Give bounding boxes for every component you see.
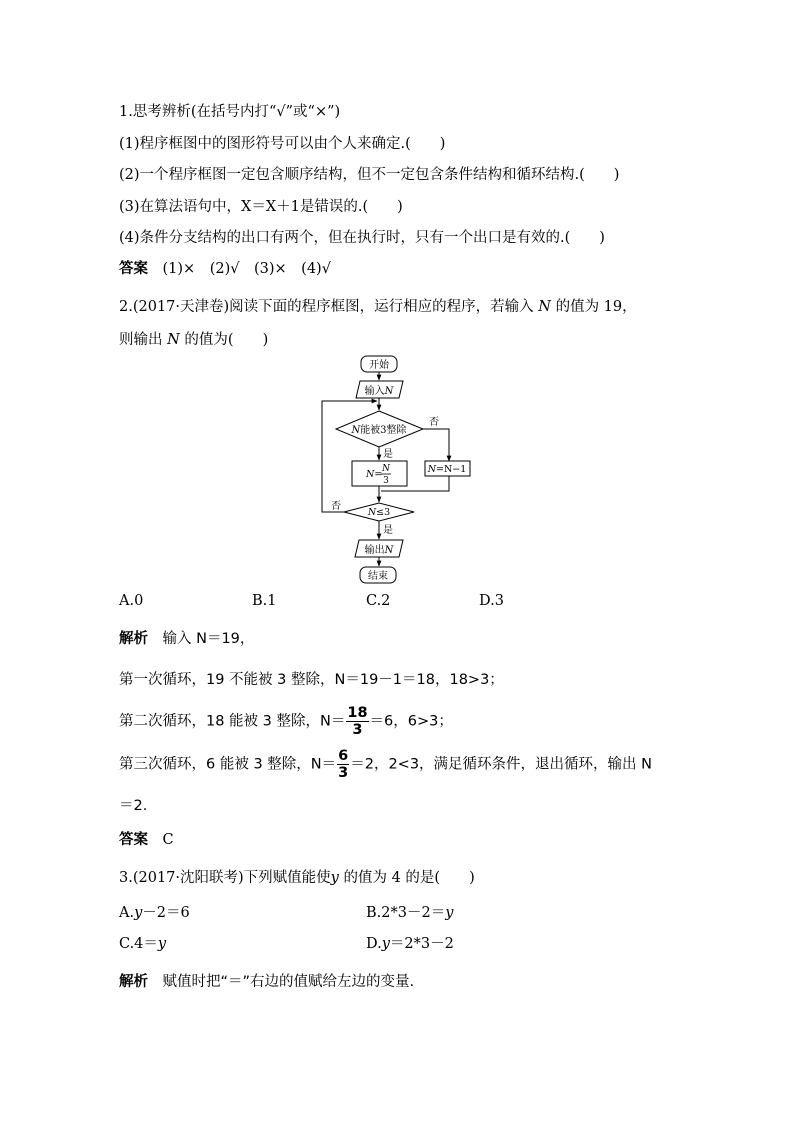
q2-analysis-label: 解析 <box>119 631 148 647</box>
q2-answer-text: C <box>162 832 174 848</box>
fraction-numerator: 18 <box>347 705 368 721</box>
q2-analysis-1 <box>119 630 254 648</box>
fraction-numerator: 6 <box>338 748 349 764</box>
q3-analysis-label: 解析 <box>119 974 148 990</box>
q3-analysis-text: 赋值时把“＝”右边的值赋给左边的变量. <box>162 974 415 990</box>
flow-yes-label-1: 是 <box>383 449 393 460</box>
q2-analysis-text: 第三次循环，6 能被 3 整除，N＝ <box>119 756 337 773</box>
fraction-denominator: 3 <box>338 765 349 781</box>
q2-stem-text: 的值为 19， <box>555 299 637 315</box>
q3-stem-text: 的值为 4 的是( ) <box>343 870 475 886</box>
q3-option-c: C.4＝y <box>119 936 167 952</box>
flow-frac-num: N <box>382 464 390 474</box>
q2-analysis-text: 输入 N＝19， <box>162 631 255 647</box>
fraction-6-3 <box>337 748 349 781</box>
flow-assign-divide-label: N= <box>366 469 383 480</box>
q2-analysis-text: ＝6，6>3； <box>369 713 453 730</box>
flow-assign-minus-label: N=N−1 <box>427 464 467 475</box>
q2-stem-var: N <box>167 332 180 348</box>
q2-analysis-text: ＝2，2<3，满足循环条件，退出循环，输出 N <box>350 756 652 773</box>
q2-analysis-4 <box>119 748 652 781</box>
q3-option-a: A.y－2＝6 <box>119 905 190 921</box>
q1-title: 1.思考辨析(在括号内打“√”或“×”) <box>119 104 341 120</box>
q3-option-b: B.2*3－2＝y <box>366 905 454 921</box>
flow-no-label-2: 否 <box>331 501 341 512</box>
flow-frac-den: 3 <box>383 476 389 486</box>
flow-decision-1-label: N能被3整除 <box>351 425 407 436</box>
q2-analysis-5: ＝2. <box>119 798 148 814</box>
q2-stem-text: 则输出 <box>119 332 163 348</box>
q2-analysis-2: 第一次循环，19 不能被 3 整除，N＝19－1＝18，18>3； <box>119 672 504 688</box>
flow-output-label: 输出N <box>364 545 394 556</box>
q1-item-4: (4)条件分支结构的出口有两个，但在执行时，只有一个出口是有效的.( ) <box>119 230 605 246</box>
fraction-18-3 <box>346 705 368 738</box>
q3-stem <box>119 869 475 887</box>
q2-answer-label: 答案 <box>119 832 148 848</box>
flow-end-label: 结束 <box>368 571 388 582</box>
flow-start-label: 开始 <box>369 360 389 371</box>
q3-analysis <box>119 973 414 991</box>
q2-option-c: C.2 <box>366 593 391 609</box>
q1-item-3: (3)在算法语句中，X＝X＋1是错误的.( ) <box>119 199 403 215</box>
q3-stem-text: 3.(2017·沈阳联考)下列赋值能使 <box>119 870 331 886</box>
flow-decision-2-label: N≤3 <box>367 507 391 518</box>
q1-answer-text: (1)× (2)√ (3)× (4)√ <box>162 261 331 277</box>
q2-option-d: D.3 <box>479 593 504 609</box>
q2-analysis-text: 第二次循环，18 能被 3 整除，N＝ <box>119 713 346 730</box>
q2-analysis-3 <box>119 705 453 738</box>
q2-stem-text: 的值为( ) <box>184 332 269 348</box>
q1-item-1: (1)程序框图中的图形符号可以由个人来确定.( ) <box>119 136 446 152</box>
flow-input-label: 输入N <box>364 386 394 397</box>
flow-no-label-1: 否 <box>429 417 439 428</box>
q2-answer <box>119 831 174 849</box>
flow-yes-label-2: 是 <box>383 525 393 536</box>
q2-option-b: B.1 <box>252 593 277 609</box>
fraction-denominator: 3 <box>352 722 363 738</box>
q3-option-d: D.y＝2*3－2 <box>366 936 454 952</box>
q1-answer-label: 答案 <box>119 261 148 277</box>
q2-stem-text: 2.(2017·天津卷)阅读下面的程序框图，运行相应的程序，若输入 <box>119 299 534 315</box>
q3-stem-var: y <box>330 870 339 886</box>
q1-item-2: (2)一个程序框图一定包含顺序结构，但不一定包含条件结构和循环结构.( ) <box>119 167 620 183</box>
q2-option-a: A.0 <box>119 593 144 609</box>
q2-stem-var: N <box>538 299 551 315</box>
